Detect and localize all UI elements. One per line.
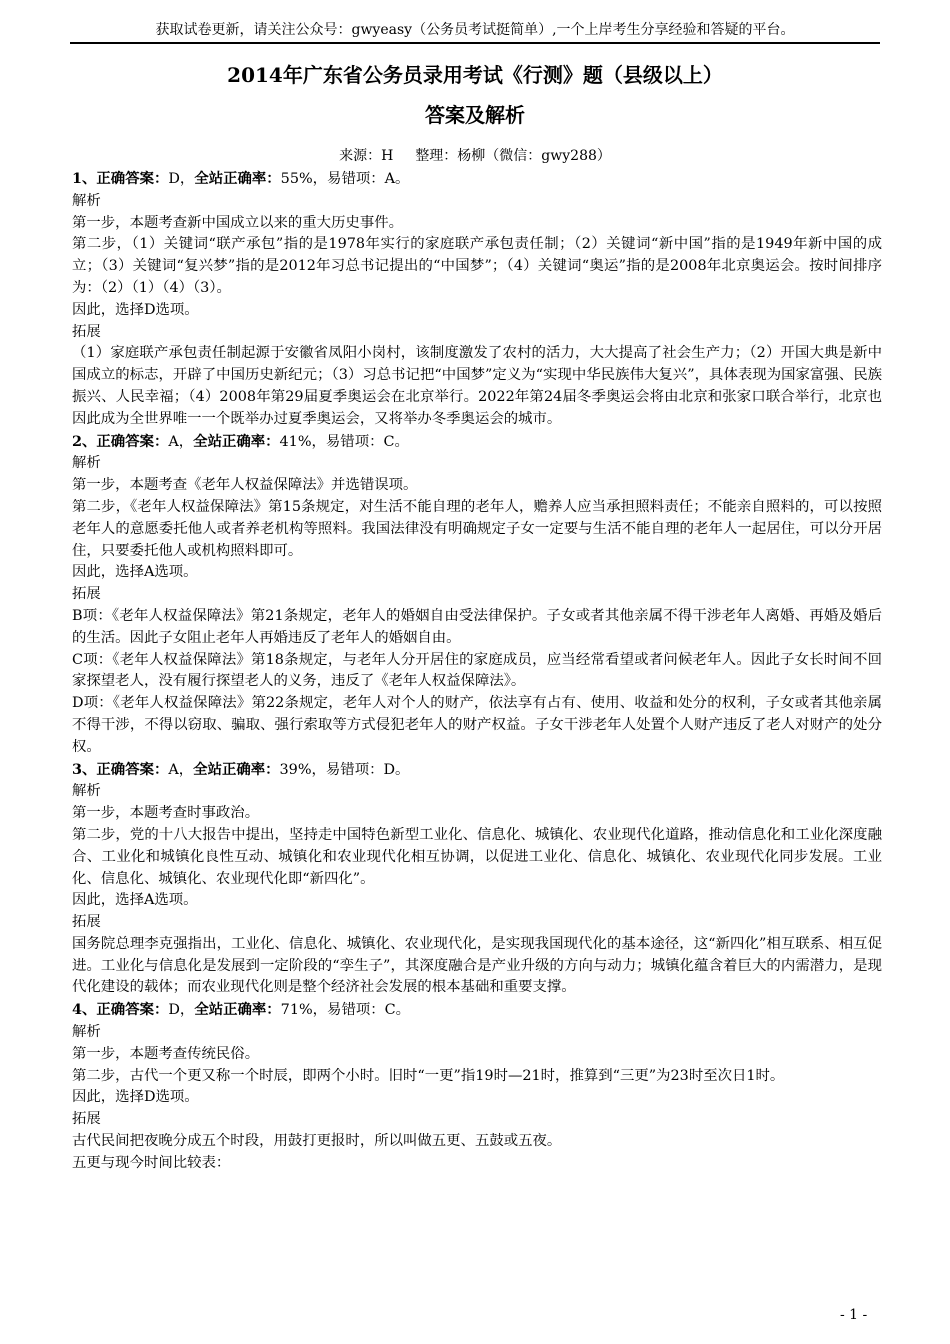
question-3-extension: 国务院总理李克强指出，工业化、信息化、城镇化、农业现代化，是实现我国现代化的基本途径，这“新四化”相互联系、相互促进。工业化与信息化是发展到一定阶段的“孪生子”，其深度融合是产业升级的方向与动力；城镇化蕴含着巨大的内需潜力，是现代化建设的载体；而农业现代化则是整个经济社会发展的根本基础和重要支撑。 (72, 935, 882, 996)
question-4-extension-2: 五更与现今时间比较表： (72, 1154, 231, 1171)
question-1-header (72, 168, 882, 191)
extension-label: 拓展 (72, 323, 101, 340)
question-2-step-2: 第二步，《老年人权益保障法》第15条规定，对生活不能自理的老年人，赡养人应当承担照料责任；不能亲自照料的，可以按照老年人的意愿委托他人或者养老机构等照料。我国法律没有明确规定子女一定要与生活不能自理的老年人一起居住，可以分开居住，只要委托他人或机构照料即可。 (72, 498, 882, 559)
correct-answer-value: A， (168, 433, 194, 450)
question-1-step-1: 第一步，本题考查新中国成立以来的重大历史事件。 (72, 214, 403, 231)
document-title: 2014年广东省公务员录用考试《行测》题（县级以上） (227, 63, 723, 87)
answer-content (72, 168, 882, 1175)
analysis-label: 解析 (72, 783, 101, 800)
correct-answer-label: 正确答案： (96, 432, 169, 450)
page-number: - 1 - (840, 1307, 868, 1323)
question-2-extension-b: B项：《老年人权益保障法》第21条规定，老年人的婚姻自由受法律保护。子女或者其他亲属不得干涉老年人离婚、再婚及婚后的生活。因此子女阻止老年人再婚违反了老年人的婚姻自由。 (72, 607, 882, 646)
question-4-step-1: 第一步，本题考查传统民俗。 (72, 1045, 260, 1062)
question-2-extension-d: D项：《老年人权益保障法》第22条规定，老年人对个人的财产，依法享有占有、使用、收益和处分的权利，子女或者其他亲属不得干涉，不得以窃取、骗取、强行索取等方式侵犯老年人的财产权益。子女干涉老年人处置个人财产违反了老人对财产的处分权。 (72, 695, 882, 755)
correct-answer-value: D， (168, 171, 195, 187)
source-label: 来源：H (339, 148, 394, 164)
document-subtitle: 答案及解析 (425, 103, 525, 127)
correct-answer-label: 正确答案： (96, 170, 169, 187)
question-1-extension: （1）家庭联产承包责任制起源于安徽省凤阳小岗村，该制度激发了农村的活力，大大提高了社会生产力；（2）开国大典是新中国成立的标志，开辟了中国历史新纪元；（3）习总书记把“中国梦”定义为“实现中华民族伟大复兴”，具体表现为国家富强、民族振兴、人民幸福；（4）2008年第29届夏季奥运会在北京举行。2022年第24届冬季奥运会将由北京和张家口联合举行，北京也因此成为全世界唯一一个既举办过夏季奥运会，又将举办冬季奥运会的城市。 (72, 345, 882, 427)
question-2-conclusion: 因此，选择A选项。 (72, 564, 198, 581)
question-3-step-1: 第一步，本题考查时事政治。 (72, 805, 260, 822)
question-2-header (72, 431, 882, 454)
question-number: 3、 (72, 760, 97, 778)
analysis-label: 解析 (72, 192, 101, 209)
correct-answer-label: 正确答案： (96, 760, 169, 778)
question-3-step-2: 第二步，党的十八大报告中提出，坚持走中国特色新型工业化、信息化、城镇化、农业现代化道路，推动信息化和工业化深度融合、工业化和城镇化良性互动、城镇化和农业现代化相互协调，以促进工业化、信息化、城镇化、农业现代化同步发展。工业化、信息化、城镇化、农业现代化即“新四化”。 (72, 826, 882, 887)
site-rate-label: 全站正确率： (194, 170, 281, 187)
question-number: 1、 (72, 170, 97, 187)
site-rate-value: 55%，易错项：A。 (280, 171, 410, 187)
site-rate-value: 41%，易错项：C。 (279, 433, 409, 450)
extension-label: 拓展 (72, 586, 101, 603)
question-3-header (72, 759, 882, 782)
extension-label: 拓展 (72, 914, 101, 931)
source-line (0, 145, 950, 167)
header-divider (70, 42, 880, 44)
question-2-extension-c: C项：《老年人权益保障法》第18条规定，与老年人分开居住的家庭成员，应当经常看望或者问候老年人。因此子女长时间不回家探望老人，没有履行探望老人的义务，违反了《老年人权益保障法》。 (72, 651, 882, 690)
question-number: 2、 (72, 432, 97, 450)
header-note: 获取试卷更新，请关注公众号：gwyeasy（公务员考试挺简单）,一个上岸考生分享经验和答疑的平台。 (155, 22, 795, 38)
question-4-conclusion: 因此，选择D选项。 (72, 1089, 199, 1106)
question-2-step-1: 第一步，本题考查《老年人权益保障法》并选错误项。 (72, 477, 418, 494)
analysis-label: 解析 (72, 1024, 101, 1041)
question-4-step-2: 第二步，古代一个更又称一个时辰，即两个小时。旧时“一更”指19时—21时，推算到“三更”为23时至次日1时。 (72, 1067, 785, 1084)
correct-answer-value: A， (168, 761, 194, 778)
site-rate-value: 39%，易错项：D。 (279, 761, 410, 778)
question-3-conclusion: 因此，选择A选项。 (72, 892, 198, 909)
site-rate-label: 全站正确率： (193, 760, 280, 778)
analysis-label: 解析 (72, 455, 101, 472)
extension-label: 拓展 (72, 1111, 101, 1128)
correct-answer-label: 正确答案： (96, 1001, 169, 1019)
question-number: 4、 (72, 1001, 97, 1019)
site-rate-value: 71%，易错项：C。 (280, 1002, 411, 1019)
question-1-step-2: 第二步，（1）关键词“联产承包”指的是1978年实行的家庭联产承包责任制；（2）关键词“新中国”指的是1949年新中国的成立；（3）关键词“复兴梦”指的是2012年习总书记提出的“中国梦”；（4）关键词“奥运”指的是2008年北京奥运会。按时间排序为：（2）（1）（4）（3）。 (72, 236, 882, 296)
site-rate-label: 全站正确率： (193, 432, 280, 450)
question-4-extension-1: 古代民间把夜晚分成五个时段，用鼓打更报时，所以叫做五更、五鼓或五夜。 (72, 1133, 562, 1150)
question-1-conclusion: 因此，选择D选项。 (72, 301, 199, 318)
editor-label: 整理：杨柳（微信：gwy288） (415, 148, 611, 164)
site-rate-label: 全站正确率： (194, 1001, 281, 1019)
question-4-header (72, 999, 882, 1022)
correct-answer-value: D， (168, 1002, 195, 1019)
